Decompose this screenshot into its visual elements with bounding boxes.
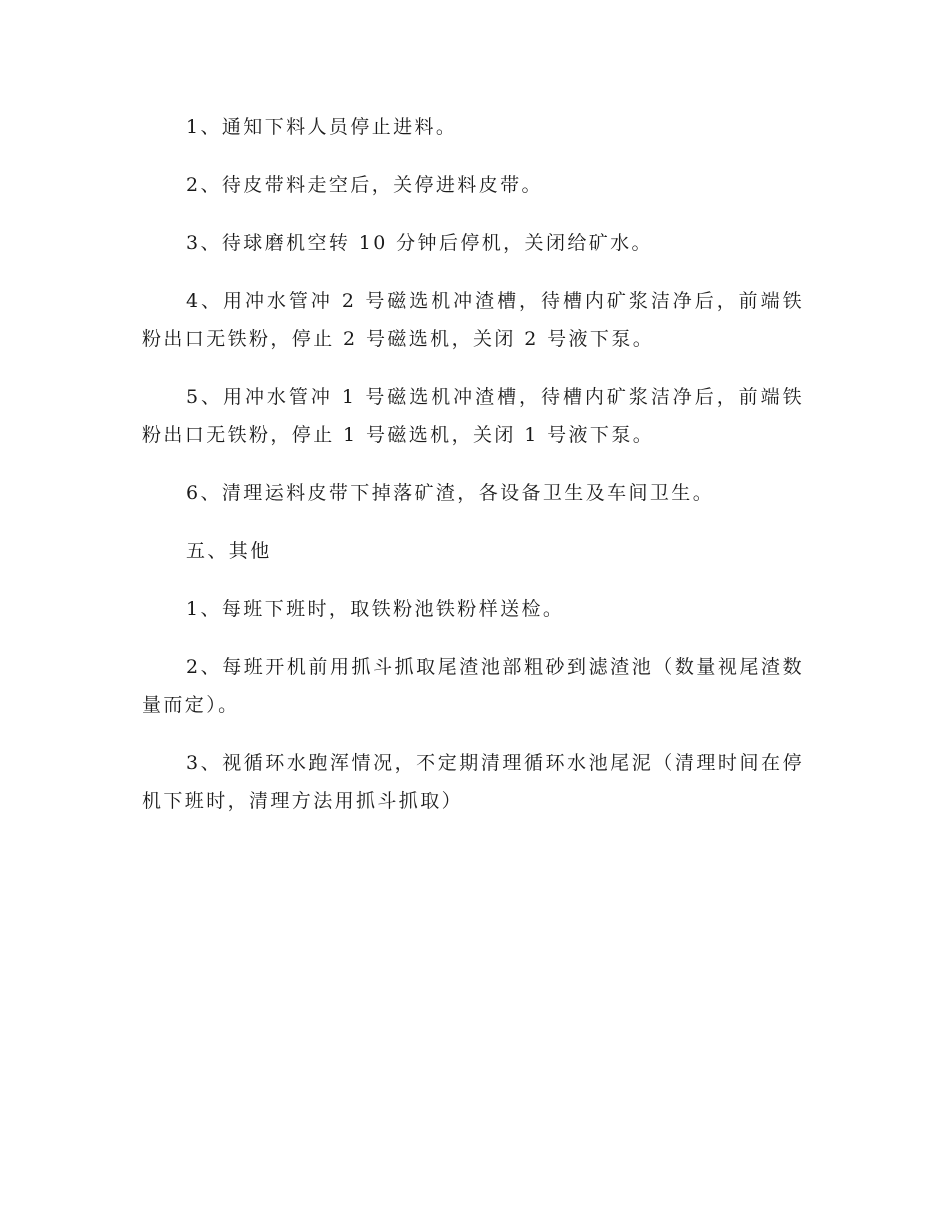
paragraph-other-1: 1、每班下班时，取铁粉池铁粉样送检。 — [186, 598, 565, 620]
paragraph-step-2: 2、待皮带料走空后，关停进料皮带。 — [186, 174, 543, 196]
paragraph-step-1: 1、通知下料人员停止进料。 — [186, 116, 458, 138]
paragraph-step-5: 5、用冲水管冲 1 号磁选机冲渣槽，待槽内矿浆洁净后，前端铁粉出口无铁粉，停止 1 号磁选机，关闭 1 号液下泵。 — [142, 386, 804, 446]
section-heading-other: 五、其他 — [186, 540, 272, 562]
paragraph-step-3: 3、待球磨机空转 10 分钟后停机，关闭给矿水。 — [186, 232, 653, 254]
paragraph-step-4: 4、用冲水管冲 2 号磁选机冲渣槽，待槽内矿浆洁净后，前端铁粉出口无铁粉，停止 2 号磁选机，关闭 2 号液下泵。 — [142, 290, 804, 350]
paragraph-step-6: 6、清理运料皮带下掉落矿渣，各设备卫生及车间卫生。 — [186, 482, 715, 504]
paragraph-other-3: 3、视循环水跑浑情况，不定期清理循环水池尾泥（清理时间在停机下班时，清理方法用抓斗抓取） — [142, 752, 804, 812]
document-body — [142, 108, 804, 840]
paragraph-other-2: 2、每班开机前用抓斗抓取尾渣池部粗砂到滤渣池（数量视尾渣数量而定）。 — [142, 656, 804, 716]
